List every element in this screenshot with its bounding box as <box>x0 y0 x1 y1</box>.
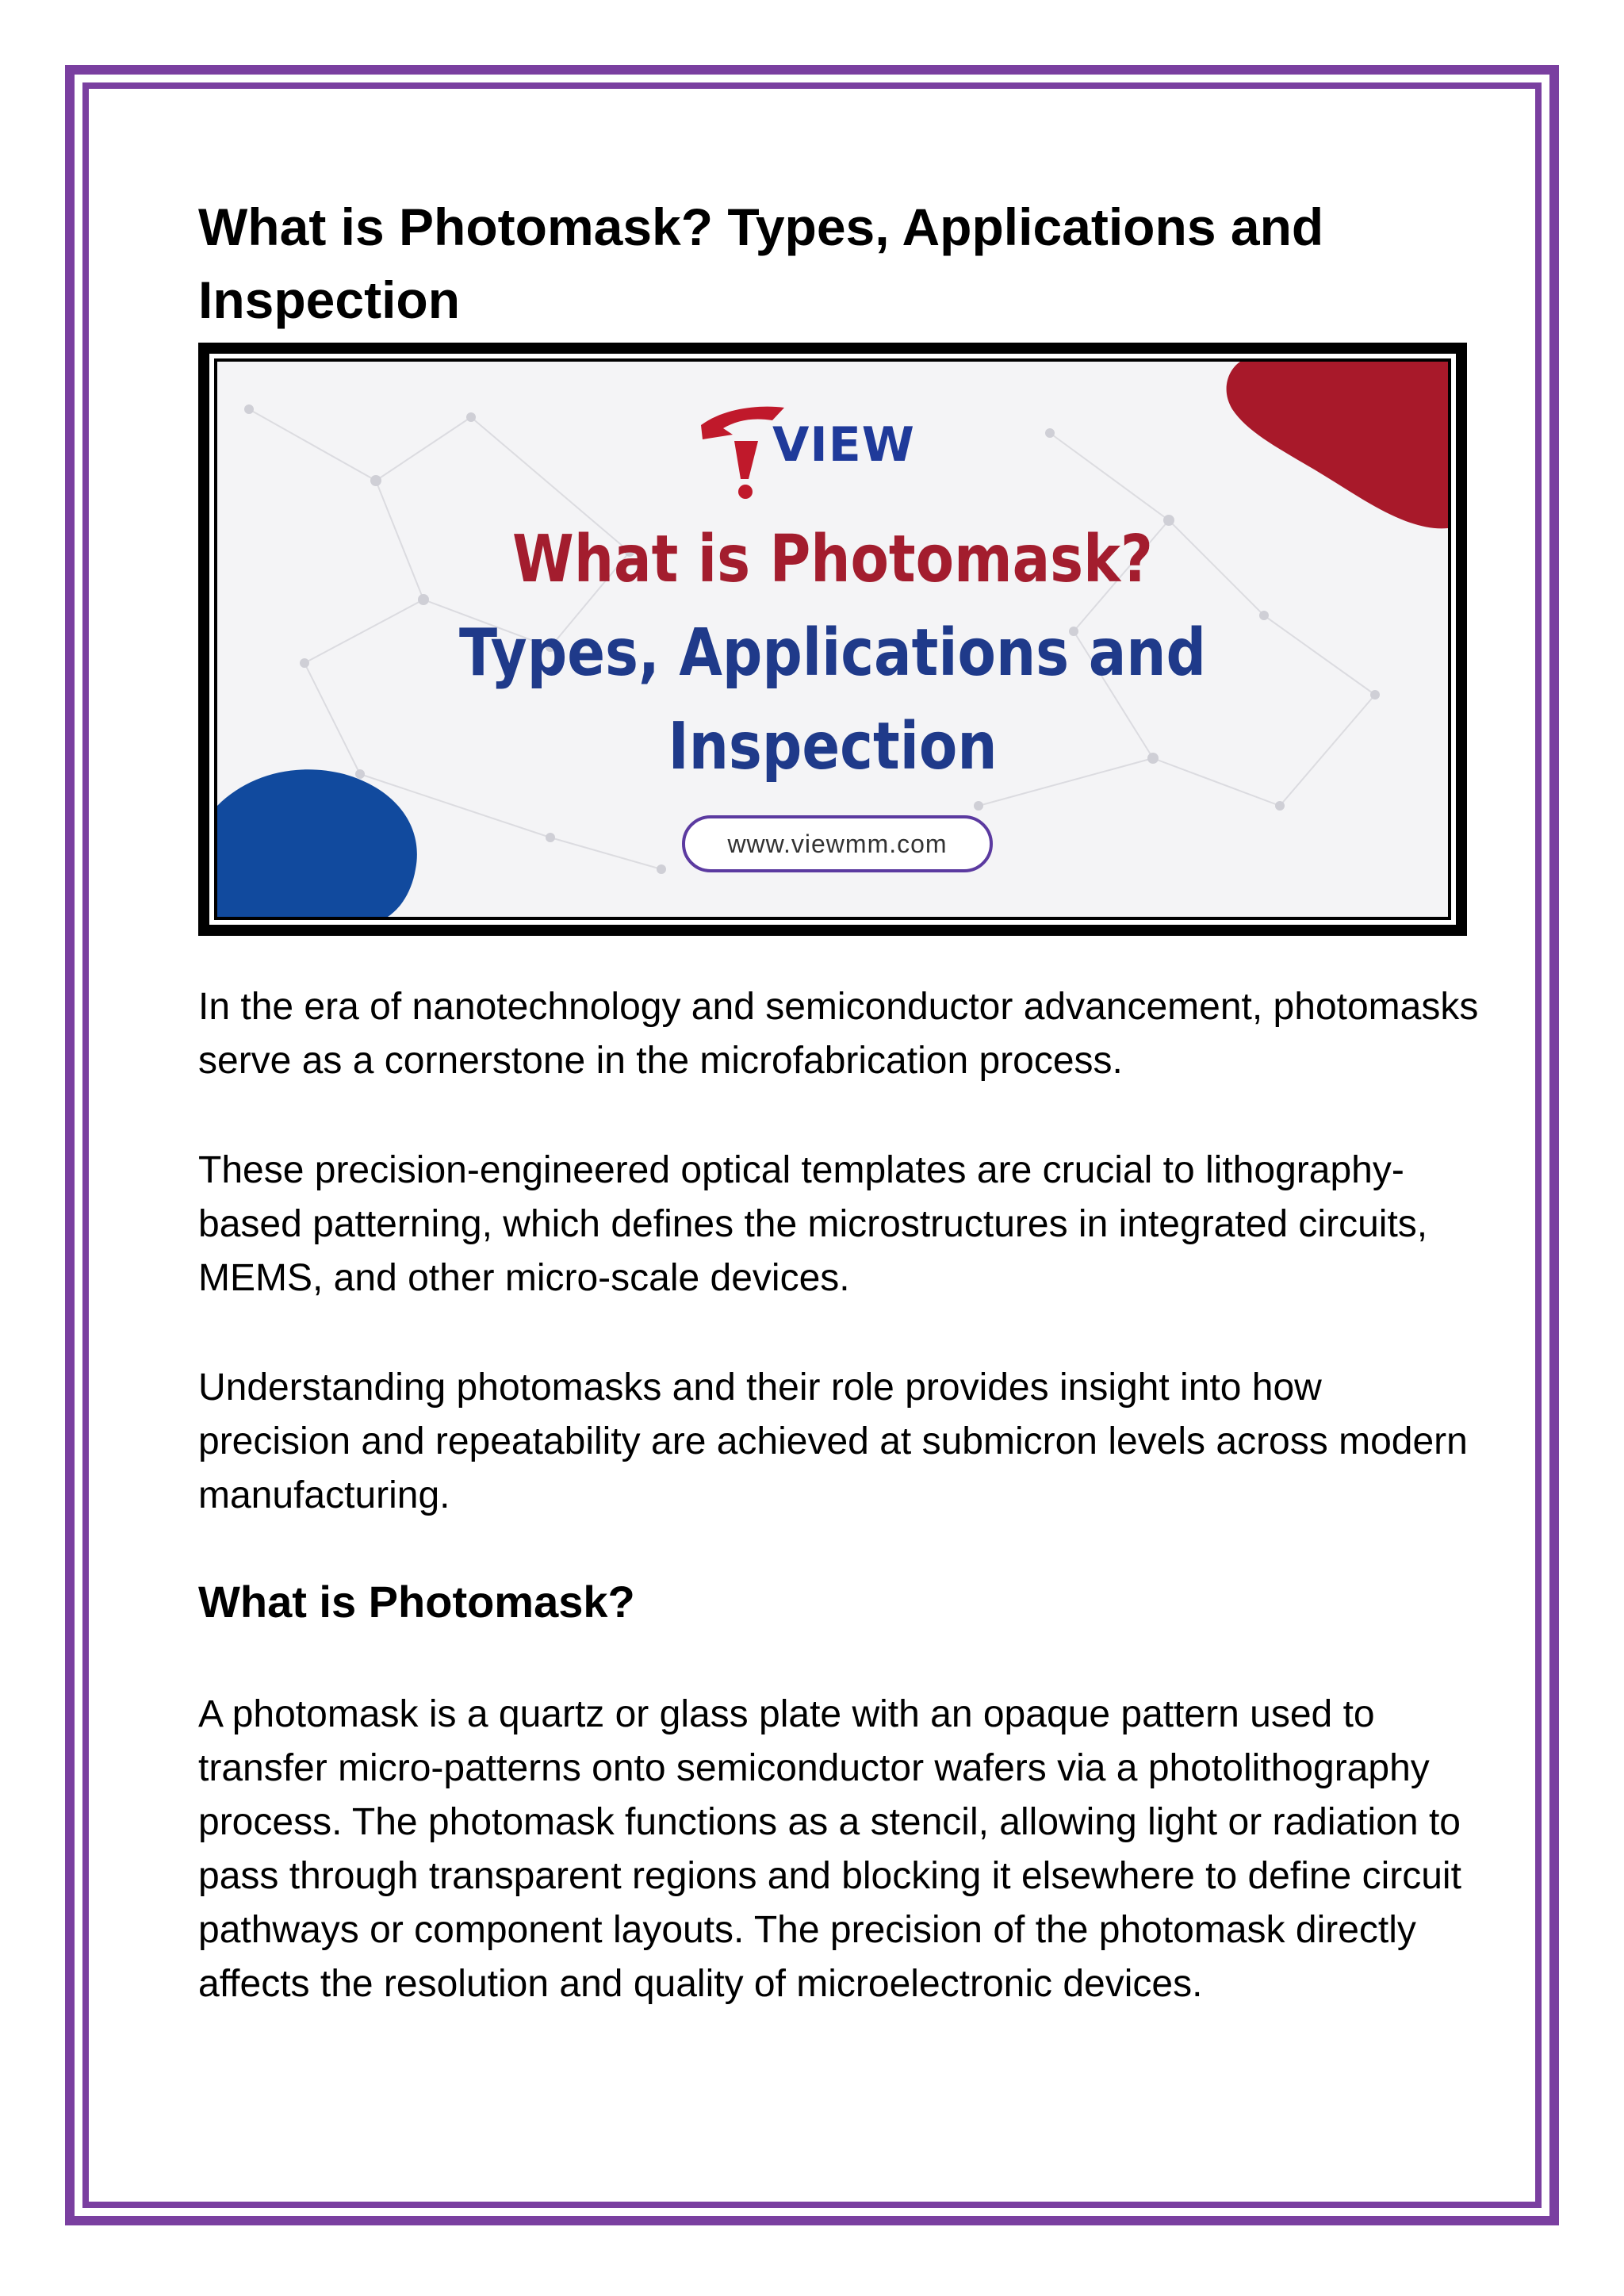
intro-paragraph-3: Understanding photomasks and their role provides insight into how precision and repeatability are achieved at submicron levels across modern manufacturing. <box>198 1366 1468 1516</box>
intro-paragraph-2: These precision-engineered optical templates are crucial to lithography-based patterning, which defines the microstructures in integrated circuits, MEMS, and other micro-scale devices. <box>198 1149 1428 1299</box>
view-logo-text: VIEW <box>772 417 915 473</box>
view-logo <box>685 393 923 504</box>
intro-paragraph-1: In the era of nanotechnology and semiconductor advancement, photomasks serve as a cornerstone in the microfabrication process. <box>198 986 1479 1082</box>
banner-url-pill: www.viewmm.com <box>682 815 993 872</box>
banner-headline-line-2: Types, Applications and <box>459 615 1206 691</box>
banner-headline-line-3: Inspection <box>668 709 998 784</box>
banner-mat <box>209 354 1456 925</box>
hero-banner <box>198 343 1467 936</box>
page-title: What is Photomask? Types, Applications and Inspection <box>198 197 1324 329</box>
section-heading: What is Photomask? <box>198 1577 635 1627</box>
banner-headline-line-1: What is Photomask? <box>512 522 1153 597</box>
banner-canvas <box>214 358 1451 920</box>
red-blob-shape <box>1227 362 1448 528</box>
blue-blob-shape <box>217 769 417 917</box>
section-body: A photomask is a quartz or glass plate with an opaque pattern used to transfer micro-patterns onto semiconductor wafers via a photolithography process. The photomask functions as a stencil, allowing light or radiation to pass through transparent regions and blocking it elsewhere to define circuit pathways or component layouts. The precision of the photomask directly affects the resolution and quality of microelectronic devices. <box>198 1693 1461 2005</box>
